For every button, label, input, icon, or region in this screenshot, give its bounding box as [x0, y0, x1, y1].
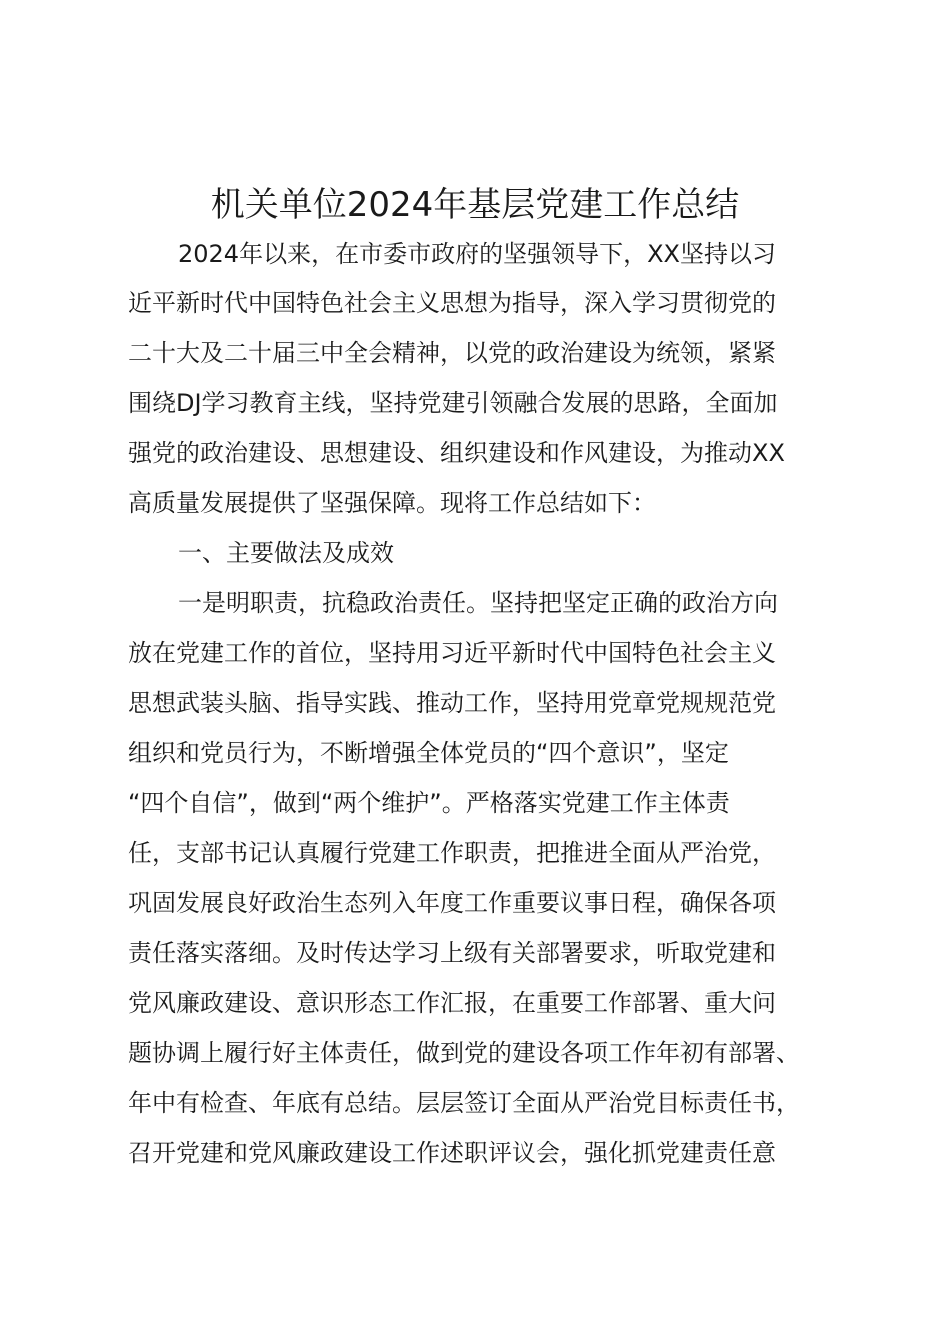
paragraph-line: “四个自信”，做到“两个维护”。严格落实党建工作主体责	[128, 789, 730, 817]
paragraph-line: 放在党建工作的首位，坚持用习近平新时代中国特色社会主义	[128, 639, 776, 667]
paragraph-line: 强党的政治建设、思想建设、组织建设和作风建设，为推动XX	[128, 439, 785, 467]
paragraph-line: 年中有检查、年底有总结。层层签订全面从严治党目标责任书，	[128, 1089, 800, 1117]
document-title: 机关单位2024年基层党建工作总结	[210, 185, 740, 225]
paragraph-line: 党风廉政建设、意识形态工作汇报，在重要工作部署、重大问	[128, 989, 776, 1017]
paragraph-line: 题协调上履行好主体责任，做到党的建设各项工作年初有部署、	[128, 1039, 800, 1067]
paragraph-line: 一是明职责，抗稳政治责任。坚持把坚定正确的政治方向	[178, 589, 778, 617]
paragraph-line: 任，支部书记认真履行党建工作职责，把推进全面从严治党，	[128, 839, 776, 867]
paragraph-line: 二十大及二十届三中全会精神，以党的政治建设为统领，紧紧	[128, 339, 776, 367]
paragraph-line: 围绕DJ学习教育主线，坚持党建引领融合发展的思路，全面加	[128, 389, 778, 417]
paragraph-line: 近平新时代中国特色社会主义思想为指导，深入学习贯彻党的	[128, 289, 776, 317]
paragraph-line: 高质量发展提供了坚强保障。现将工作总结如下：	[128, 489, 656, 517]
paragraph-line: 2024年以来，在市委市政府的坚强领导下，XX坚持以习	[178, 240, 776, 268]
paragraph-line: 召开党建和党风廉政建设工作述职评议会，强化抓党建责任意	[128, 1139, 776, 1167]
section-heading: 一、主要做法及成效	[178, 539, 394, 567]
paragraph-line: 责任落实落细。及时传达学习上级有关部署要求，听取党建和	[128, 939, 776, 967]
paragraph-line: 组织和党员行为，不断增强全体党员的“四个意识”，坚定	[128, 739, 729, 767]
paragraph-line: 巩固发展良好政治生态列入年度工作重要议事日程，确保各项	[128, 889, 776, 917]
paragraph-line: 思想武装头脑、指导实践、推动工作，坚持用党章党规规范党	[128, 689, 776, 717]
